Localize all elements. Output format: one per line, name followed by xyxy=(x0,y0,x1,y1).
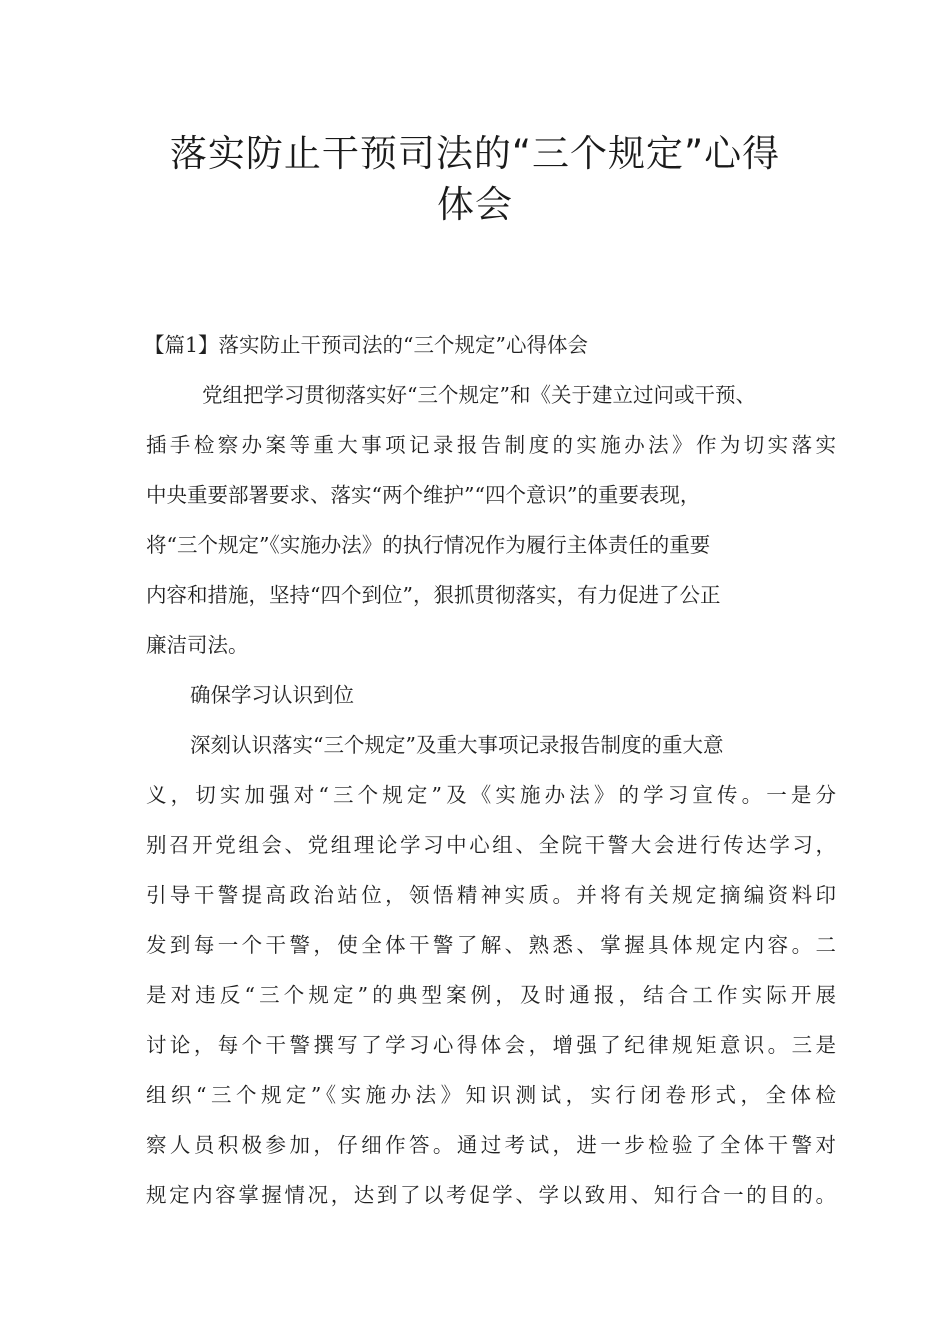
paragraph-line: 讨论，每个干警撰写了学习心得体会，增强了纪律规矩意识。三是 xyxy=(146,1033,836,1057)
paragraph-line: 中央重要部署要求、落实“两个维护”“四个意识”的重要表现， xyxy=(146,483,701,507)
paragraph-line: 是对违反“三个规定”的典型案例，及时通报，结合工作实际开展 xyxy=(146,983,836,1007)
paragraph-line: 义，切实加强对“三个规定”及《实施办法》的学习宣传。一是分 xyxy=(146,783,836,807)
paragraph-line: 察人员积极参加，仔细作答。通过考试，进一步检验了全体干警对 xyxy=(146,1133,836,1157)
paragraph-line: 引导干警提高政治站位，领悟精神实质。并将有关规定摘编资料印 xyxy=(146,883,836,907)
paragraph-line: 插手检察办案等重大事项记录报告制度的实施办法》作为切实落实 xyxy=(146,433,836,457)
paragraph-line: 别召开党组会、党组理论学习中心组、全院干警大会进行传达学习， xyxy=(146,833,836,857)
paragraph-line: 将“三个规定”《实施办法》的执行情况作为履行主体责任的重要 xyxy=(146,533,711,557)
paragraph-line: 规定内容掌握情况，达到了以考促学、学以致用、知行合一的目的。 xyxy=(146,1183,836,1207)
paragraph-line: 内容和措施，坚持“四个到位”，狠抓贯彻落实，有力促进了公正 xyxy=(146,583,721,607)
title-line-1: 落实防止干预司法的“三个规定”心得 xyxy=(169,132,781,175)
paragraph-line: 党组把学习贯彻落实好“三个规定”和《关于建立过问或干预、 xyxy=(202,383,756,407)
paragraph-line: 深刻认识落实“三个规定”及重大事项记录报告制度的重大意 xyxy=(190,733,724,757)
title-line-2: 体会 xyxy=(437,183,513,226)
subsection-heading: 确保学习认识到位 xyxy=(190,683,354,707)
section-heading: 【篇1】落实防止干预司法的“三个规定”心得体会 xyxy=(144,333,589,357)
paragraph-line: 组织“三个规定”《实施办法》知识测试，实行闭卷形式，全体检 xyxy=(146,1083,836,1107)
paragraph-line: 廉洁司法。 xyxy=(146,633,249,657)
document-title xyxy=(130,128,820,230)
paragraph-line: 发到每一个干警，使全体干警了解、熟悉、掌握具体规定内容。二 xyxy=(146,933,836,957)
